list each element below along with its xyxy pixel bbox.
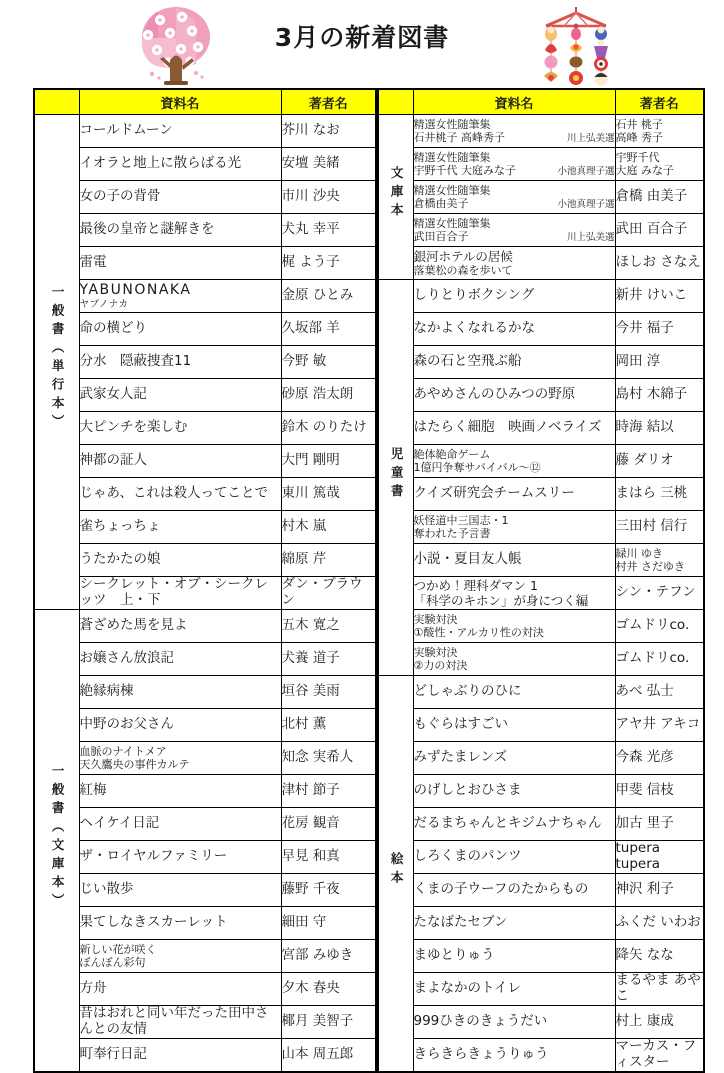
book-author	[615, 115, 704, 148]
book-author: 島村 木綿子	[615, 379, 704, 412]
book-author-line2: 村井 さだゆき	[615, 560, 685, 573]
book-title: しりとりボクシング	[413, 280, 615, 313]
book-title: はたらく細胞 映画ノベライズ	[413, 412, 615, 445]
book-title-line2: 天久鷹央の事件カルテ	[79, 758, 190, 771]
book-title: 果てしなきスカーレット	[79, 907, 281, 940]
table-row	[34, 544, 376, 577]
book-author: 今野 敏	[281, 346, 376, 379]
book-author: tupera tupera	[615, 841, 704, 874]
table-row	[378, 907, 704, 940]
table-row	[34, 247, 376, 280]
table-row	[34, 676, 376, 709]
book-author-line1: 宇野千代	[615, 150, 660, 164]
book-title-line1: 精選女性随筆集	[413, 150, 491, 164]
table-row	[34, 445, 376, 478]
book-title: 女の子の背骨	[79, 181, 281, 214]
category-label-ippan-bunkobon: 一般書（文庫本）	[34, 610, 79, 1072]
book-author: ふくだ いわお	[615, 907, 704, 940]
category-label-jidosho: 児童書	[378, 280, 413, 676]
book-title: みずたまレンズ	[413, 742, 615, 775]
table-row	[378, 247, 704, 280]
book-title-line1: 銀河ホテルの居候	[413, 248, 513, 264]
book-title	[79, 280, 281, 313]
book-title-line1: 精選女性随筆集	[413, 183, 491, 197]
book-title	[413, 115, 615, 148]
table-row	[378, 808, 704, 841]
table-row	[34, 148, 376, 181]
book-title: もぐらはすごい	[413, 709, 615, 742]
book-title: クイズ研究会チームスリー	[413, 478, 615, 511]
book-title: 絶縁病棟	[79, 676, 281, 709]
book-title-line2: ①酸性・アルカリ性の対決	[413, 626, 544, 639]
book-title-line2: 倉橋由美子	[413, 196, 469, 210]
book-author: 早見 和真	[281, 841, 376, 874]
book-title: 分水 隠蔽捜査11	[79, 346, 281, 379]
book-title: 雀ちょっちょ	[79, 511, 281, 544]
table-row	[34, 874, 376, 907]
table-row	[378, 511, 704, 544]
book-title: くまの子ウーフのたからもの	[413, 874, 615, 907]
book-author: 藤野 千夜	[281, 874, 376, 907]
book-title: 雷電	[79, 247, 281, 280]
book-title-annotation: 川上弘美選	[566, 231, 615, 243]
book-title-annotation: 小池真理子選	[557, 165, 615, 177]
book-author: 武田 百合子	[615, 214, 704, 247]
book-author: 夕木 春央	[281, 973, 376, 1006]
book-title-line2: ②力の対決	[413, 659, 468, 672]
category-label-ehon: 絵本	[378, 676, 413, 1072]
table-row	[34, 973, 376, 1006]
book-title	[413, 610, 615, 643]
table-row	[34, 511, 376, 544]
book-title	[413, 643, 615, 676]
book-author: 今井 福子	[615, 313, 704, 346]
book-title-line2: 武田百合子	[413, 229, 469, 243]
book-title: コールドムーン	[79, 115, 281, 148]
book-author: 藤 ダリオ	[615, 445, 704, 478]
table-row	[378, 1039, 704, 1072]
book-title-line1: 血脈のナイトメア	[79, 744, 167, 758]
column-header-author: 著者名	[281, 89, 376, 115]
table-row	[34, 181, 376, 214]
book-title	[79, 742, 281, 775]
category-label-ippan-tankobon: 一般書（単行本）	[34, 115, 79, 610]
book-title: まよなかのトイレ	[413, 973, 615, 1006]
book-author: 花房 観音	[281, 808, 376, 841]
book-author: 犬丸 幸平	[281, 214, 376, 247]
table-row	[34, 280, 376, 313]
book-author: 金原 ひとみ	[281, 280, 376, 313]
table-row	[34, 808, 376, 841]
book-title: あやめさんのひみつの野原	[413, 379, 615, 412]
book-title	[413, 181, 615, 214]
book-author: 加古 里子	[615, 808, 704, 841]
book-title: 方舟	[79, 973, 281, 1006]
book-author: あべ 弘士	[615, 676, 704, 709]
book-author-line2: 高峰 秀子	[615, 131, 663, 144]
book-title	[413, 247, 615, 280]
table-row	[378, 280, 704, 313]
book-title-line2: 「科学のキホン」が身につく編	[413, 593, 589, 608]
book-title	[79, 940, 281, 973]
book-title-line1: 実験対決	[413, 645, 458, 659]
book-author	[615, 148, 704, 181]
book-title: 紅梅	[79, 775, 281, 808]
book-author: 甲斐 信枝	[615, 775, 704, 808]
book-author: 市川 沙央	[281, 181, 376, 214]
page-header	[0, 0, 724, 88]
book-title-annotation: 小池真理子選	[557, 198, 615, 210]
book-author: 芥川 なお	[281, 115, 376, 148]
table-row	[378, 313, 704, 346]
book-title-line2: 奪われた予言書	[413, 527, 491, 540]
book-title: 999ひきのきょうだい	[413, 1006, 615, 1039]
table-row	[378, 1006, 704, 1039]
book-title-line1: 精選女性随筆集	[413, 117, 491, 131]
table-row	[378, 643, 704, 676]
book-title-line1: 新しい花が咲く	[79, 942, 157, 956]
book-title: じい散歩	[79, 874, 281, 907]
table-row	[378, 544, 704, 577]
book-author: ダン・ブラウン	[281, 577, 376, 610]
table-row	[378, 610, 704, 643]
book-title-line2: 落葉松の森を歩いて	[413, 263, 513, 277]
table-row	[378, 379, 704, 412]
column-header-title: 資料名	[413, 89, 615, 115]
book-title-line2: 1億円争奪サバイバル～⑫	[413, 461, 541, 474]
table-row	[34, 775, 376, 808]
table-row	[378, 445, 704, 478]
table-row	[34, 214, 376, 247]
book-title: たなばたセブン	[413, 907, 615, 940]
column-header-category	[34, 89, 79, 115]
book-title: 命の横どり	[79, 313, 281, 346]
book-title-reading: ヤブノナカ	[79, 298, 129, 310]
book-title	[413, 445, 615, 478]
table-row	[378, 412, 704, 445]
book-author: 鈴木 のりたけ	[281, 412, 376, 445]
book-author: ゴムドリco.	[615, 643, 704, 676]
table-row	[34, 709, 376, 742]
table-row	[34, 313, 376, 346]
book-title: どしゃぶりのひに	[413, 676, 615, 709]
book-title: しろくまのパンツ	[413, 841, 615, 874]
book-author: 山本 周五郎	[281, 1039, 376, 1072]
book-author: ゴムドリco.	[615, 610, 704, 643]
table-row	[34, 379, 376, 412]
book-title-line1: 精選女性随筆集	[413, 216, 491, 230]
category-label-bunkobon: 文庫本	[378, 115, 413, 280]
table-row	[378, 874, 704, 907]
book-author: 知念 実希人	[281, 742, 376, 775]
book-author: 梶 よう子	[281, 247, 376, 280]
table-row	[34, 1039, 376, 1072]
table-row	[34, 841, 376, 874]
book-author: 時海 結以	[615, 412, 704, 445]
book-title-romaji: YABUNONAKA	[79, 282, 192, 299]
table-row	[378, 214, 704, 247]
book-title: 昔はおれと同い年だった田中さんとの友情	[79, 1006, 281, 1039]
book-title-line1: 妖怪道中三国志・1	[413, 513, 509, 527]
book-author: 村上 康成	[615, 1006, 704, 1039]
book-author: 犬養 道子	[281, 643, 376, 676]
book-title: 小説・夏目友人帳	[413, 544, 615, 577]
table-row	[378, 676, 704, 709]
table-row	[378, 973, 704, 1006]
book-author: アヤ井 アキコ	[615, 709, 704, 742]
book-title-line1: 実験対決	[413, 612, 458, 626]
table-row	[34, 115, 376, 148]
book-title: 大ピンチを楽しむ	[79, 412, 281, 445]
left-table-body	[34, 115, 376, 1072]
table-row	[34, 412, 376, 445]
table-row	[378, 577, 704, 610]
right-table-body	[378, 115, 704, 1072]
table-row	[378, 115, 704, 148]
booklist-table-left	[33, 88, 377, 1073]
book-title: ザ・ロイヤルファミリー	[79, 841, 281, 874]
book-author: 東川 篤哉	[281, 478, 376, 511]
book-title: 町奉行日記	[79, 1039, 281, 1072]
book-title	[413, 577, 615, 610]
table-header-row	[34, 89, 376, 115]
book-title: じゃあ、これは殺人ってことで	[79, 478, 281, 511]
book-author: 降矢 なな	[615, 940, 704, 973]
book-title-annotation: 川上弘美選	[566, 132, 615, 144]
table-row	[378, 775, 704, 808]
book-author: 細田 守	[281, 907, 376, 940]
table-row	[34, 610, 376, 643]
book-author: 砂原 浩太朗	[281, 379, 376, 412]
page-title: 3月の新着図書	[274, 23, 450, 52]
book-author: まはら 三桃	[615, 478, 704, 511]
table-row	[34, 643, 376, 676]
book-author: 新井 けいこ	[615, 280, 704, 313]
book-title: うたかたの娘	[79, 544, 281, 577]
book-title-line1: つかめ！理科ダマン 1	[413, 578, 538, 593]
booklist-table-right	[377, 88, 705, 1073]
book-title: なかよくなれるかな	[413, 313, 615, 346]
book-author: 北村 薫	[281, 709, 376, 742]
book-title: きらきらきょうりゅう	[413, 1039, 615, 1072]
book-author: 垣谷 美雨	[281, 676, 376, 709]
book-author: マーカス・フィスター	[615, 1039, 704, 1072]
column-header-category	[378, 89, 413, 115]
book-title	[413, 511, 615, 544]
table-row	[34, 478, 376, 511]
book-title: まゆとりゅう	[413, 940, 615, 973]
book-author: 津村 節子	[281, 775, 376, 808]
book-author: 今森 光彦	[615, 742, 704, 775]
book-author: まるやま あやこ	[615, 973, 704, 1006]
book-author: 神沢 利子	[615, 874, 704, 907]
book-author: 村木 嵐	[281, 511, 376, 544]
table-row	[378, 148, 704, 181]
table-row	[34, 346, 376, 379]
table-row	[378, 478, 704, 511]
book-title: お嬢さん放浪記	[79, 643, 281, 676]
table-row	[34, 940, 376, 973]
book-title: イオラと地上に散らばる光	[79, 148, 281, 181]
book-author: 宮部 みゆき	[281, 940, 376, 973]
book-author: ほしお さなえ	[615, 247, 704, 280]
table-row	[378, 181, 704, 214]
book-author: 倉橋 由美子	[615, 181, 704, 214]
book-author-line1: 緑川 ゆき	[615, 546, 663, 560]
book-title-line2: 宇野千代 大庭みな子	[413, 163, 516, 177]
book-title: 最後の皇帝と謎解きを	[79, 214, 281, 247]
booklist-tables	[33, 88, 701, 1073]
book-title	[413, 214, 615, 247]
book-title: のげしとおひさま	[413, 775, 615, 808]
book-title-line1: 絶体絶命ゲーム	[413, 447, 491, 461]
book-title: 武家女人記	[79, 379, 281, 412]
book-author	[615, 544, 704, 577]
table-row	[34, 907, 376, 940]
book-author: 安壇 美緒	[281, 148, 376, 181]
column-header-author: 著者名	[615, 89, 704, 115]
table-row	[34, 577, 376, 610]
table-row	[378, 841, 704, 874]
book-author: 久坂部 羊	[281, 313, 376, 346]
column-header-title: 資料名	[79, 89, 281, 115]
book-title: だるまちゃんとキジムナちゃん	[413, 808, 615, 841]
book-author: 岡田 淳	[615, 346, 704, 379]
book-title-line2: 石井桃子 高峰秀子	[413, 130, 505, 144]
book-author-line1: 石井 桃子	[615, 117, 663, 131]
table-header-row	[378, 89, 704, 115]
book-author: 椰月 美智子	[281, 1006, 376, 1039]
book-title-line2: ぼんぼん彩句	[79, 956, 146, 969]
book-title: 中野のお父さん	[79, 709, 281, 742]
book-title: 蒼ざめた馬を見よ	[79, 610, 281, 643]
table-row	[378, 346, 704, 379]
book-author: シン・テフン	[615, 577, 704, 610]
book-title: 神都の証人	[79, 445, 281, 478]
table-row	[378, 940, 704, 973]
table-row	[378, 742, 704, 775]
book-author: 三田村 信行	[615, 511, 704, 544]
book-title: ヘイケイ日記	[79, 808, 281, 841]
book-title	[413, 148, 615, 181]
book-title: 森の石と空飛ぶ船	[413, 346, 615, 379]
table-row	[378, 709, 704, 742]
book-author: 大門 剛明	[281, 445, 376, 478]
table-row	[34, 1006, 376, 1039]
book-title: シークレット・オブ・シークレッツ 上・下	[79, 577, 281, 610]
table-row	[34, 742, 376, 775]
book-author: 五木 寛之	[281, 610, 376, 643]
book-author-line2: 大庭 みな子	[615, 164, 674, 177]
book-author: 綿原 芹	[281, 544, 376, 577]
